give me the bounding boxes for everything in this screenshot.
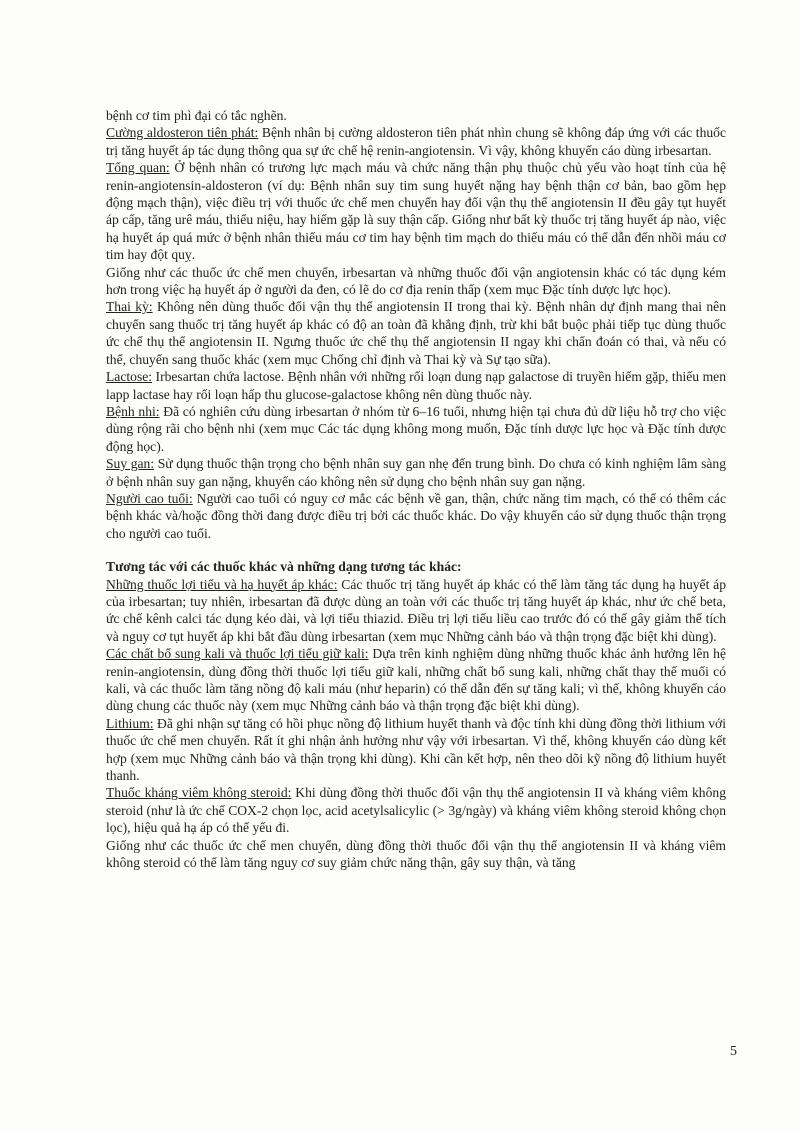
section-label: Tổng quan: bbox=[106, 160, 170, 176]
paragraph: Suy gan: Sử dụng thuốc thận trọng cho bệnh nhân suy gan nhẹ đến trung bình. Do chưa có kinh nghiệm lâm sàng ở bệnh nhân suy gan nặng, khuyến cáo không nên sử dụng cho bệnh nhân suy gan nặng. bbox=[106, 456, 726, 489]
section-label: Những thuốc lợi tiểu và hạ huyết áp khác: bbox=[106, 576, 338, 592]
paragraph: Giống như các thuốc ức chế men chuyển, irbesartan và những thuốc đối vận angiotensin khác có tác dụng kém hơn trong việc hạ huyết áp ở người da đen, có lẽ do cơ địa renin thấp (xem mục Đặc tính dược lực học). bbox=[106, 264, 726, 298]
section-label: Lactose: bbox=[106, 369, 153, 385]
paragraph: Thai kỳ: Không nên dùng thuốc đối vận thụ thể angiotensin II trong thai kỳ. Bệnh nhân dự định mang thai nên chuyển sang thuốc trị tăng huyết áp khác có độ an toàn đã khẳng định, trừ khi bắt buộc phải tiếp tục dùng thuốc ức chế thụ thể angiotensin II. Ngưng thuốc ức chế thụ thể angiotensin II ngay khi chẩn đoán có thai, và nếu có thể, chuyển sang thuốc khác (xem mục Chống chỉ định và Thai kỳ và Sự tạo sữa). bbox=[106, 299, 726, 367]
section-label: Các chất bổ sung kali và thuốc lợi tiểu giữ kali: bbox=[106, 646, 369, 662]
paragraph: Những thuốc lợi tiểu và hạ huyết áp khác: Các thuốc trị tăng huyết áp khác có thể làm tăng tác dụng hạ huyết áp của irbesartan; tuy nhiên, irbesartan đã được dùng an toàn với các thuốc trị tăng huyết áp khác, như ức chế beta, ức chế kênh calci tác dụng kéo dài, và lợi tiểu thiazid. Điều trị lợi tiểu liều cao trước đó có thể gây giảm thể tích và nguy cơ tụt huyết áp khi bắt đầu dùng irbesartan (xem mục Những cảnh báo và thận trọng đặc biệt khi dùng). bbox=[106, 576, 726, 644]
section-label: Thuốc kháng viêm không steroid: bbox=[106, 785, 292, 801]
paragraph: Giống như các thuốc ức chế men chuyển, dùng đồng thời thuốc đối vận thụ thể angiotensin II và kháng viêm không steroid có thể làm tăng nguy cơ suy giảm chức năng thận, gây suy thận, và tăng bbox=[106, 837, 726, 871]
paragraph: Tổng quan: Ở bệnh nhân có trương lực mạch máu và chức năng thận phụ thuộc chủ yếu vào hoạt tính của hệ renin-angiotensin-aldosteron (ví dụ: Bệnh nhân suy tim sung huyết nặng hay bệnh thận cơ bản, bao gồm hẹp động mạch thận), việc điều trị với thuốc ức chế men chuyển hay đối vận thụ thể angiotensin II đều gây tụt huyết áp cấp, tăng urê máu, thiểu niệu, hay hiếm gặp là suy thận cấp. Giống như bất kỳ thuốc trị tăng huyết áp nào, việc hạ huyết áp quá mức ở bệnh nhân thiếu máu cơ tim hay bệnh tim mạch do thiếu máu có thể dẫn đến nhồi máu cơ tim hay đột quỵ. bbox=[106, 160, 726, 263]
section-label: Cường aldosteron tiên phát: bbox=[106, 125, 259, 141]
section-heading: Tương tác với các thuốc khác và những dạng tương tác khác: bbox=[106, 559, 462, 575]
document-body bbox=[106, 107, 726, 871]
paragraph: Cường aldosteron tiên phát: Bệnh nhân bị cường aldosteron tiên phát nhìn chung sẽ không đáp ứng với các thuốc trị tăng huyết áp tác dụng thông qua sự ức chế hệ renin-angiotensin. Vì vậy, không khuyến cáo dùng irbesartan. bbox=[106, 125, 726, 158]
paragraph: Thuốc kháng viêm không steroid: Khi dùng đồng thời thuốc đối vận thụ thể angiotensin II và kháng viêm không steroid (như là ức chế COX-2 chọn lọc, acid acetylsalicylic (> 3g/ngày) và kháng viêm không steroid không chọn lọc), hiệu quả hạ áp có thể yếu đi. bbox=[106, 785, 726, 836]
section-label: Bệnh nhi: bbox=[106, 403, 160, 419]
paragraph: Các chất bổ sung kali và thuốc lợi tiểu giữ kali: Dựa trên kinh nghiệm dùng những thuốc khác ảnh hưởng lên hệ renin-angiotensin, dùng đồng thời thuốc lợi tiểu giữ kali, những chất bổ sung kali, những chất thay thế muối có kali, và các thuốc làm tăng nồng độ kali máu (như heparin) có thể dẫn đến sự tăng kali; vì thế, không khuyến cáo dùng chung các thuốc này (xem mục Những cảnh báo và thận trọng đặc biệt khi dùng). bbox=[106, 646, 726, 714]
paragraph: Lactose: Irbesartan chứa lactose. Bệnh nhân với những rối loạn dung nạp galactose di truyền hiếm gặp, thiếu men lapp lactase hay rối loạn hấp thu glucose-galactose không nên dùng thuốc này. bbox=[106, 369, 726, 402]
section-label: Suy gan: bbox=[106, 456, 155, 472]
paragraph: Lithium: Đã ghi nhận sự tăng có hồi phục nồng độ lithium huyết thanh và độc tính khi dùng đồng thời lithium với thuốc ức chế men chuyển. Rất ít ghi nhận ảnh hưởng như vậy với irbesartan. Vì thế, không khuyến cáo dùng kết hợp (xem mục Những cảnh báo và thận trọng khi dùng). Khi cần kết hợp, nên theo dõi kỹ nồng độ lithium huyết thanh. bbox=[106, 715, 726, 784]
section-label: Người cao tuổi: bbox=[106, 490, 193, 506]
section-label: Lithium: bbox=[106, 715, 154, 731]
section-label: Thai kỳ: bbox=[106, 299, 153, 315]
paragraph: bệnh cơ tim phì đại có tắc nghẽn. bbox=[106, 108, 287, 123]
paragraph: Người cao tuổi: Người cao tuổi có nguy cơ mắc các bệnh về gan, thận, chức năng tim mạch, có thể có thêm các bệnh khác và/hoặc đồng thời đang được điều trị bởi các thuốc khác. Do vậy khuyến cáo sử dụng thuốc thận trọng cho người cao tuổi. bbox=[106, 490, 726, 541]
paragraph: Bệnh nhi: Đã có nghiên cứu dùng irbesartan ở nhóm từ 6–16 tuổi, nhưng hiện tại chưa đủ dữ liệu hỗ trợ cho việc dùng rộng rãi cho bệnh nhi (xem mục Các tác dụng không mong muốn, Đặc tính dược lực học và Đặc tính dược động học). bbox=[106, 403, 726, 454]
page-number: 5 bbox=[730, 1044, 737, 1059]
